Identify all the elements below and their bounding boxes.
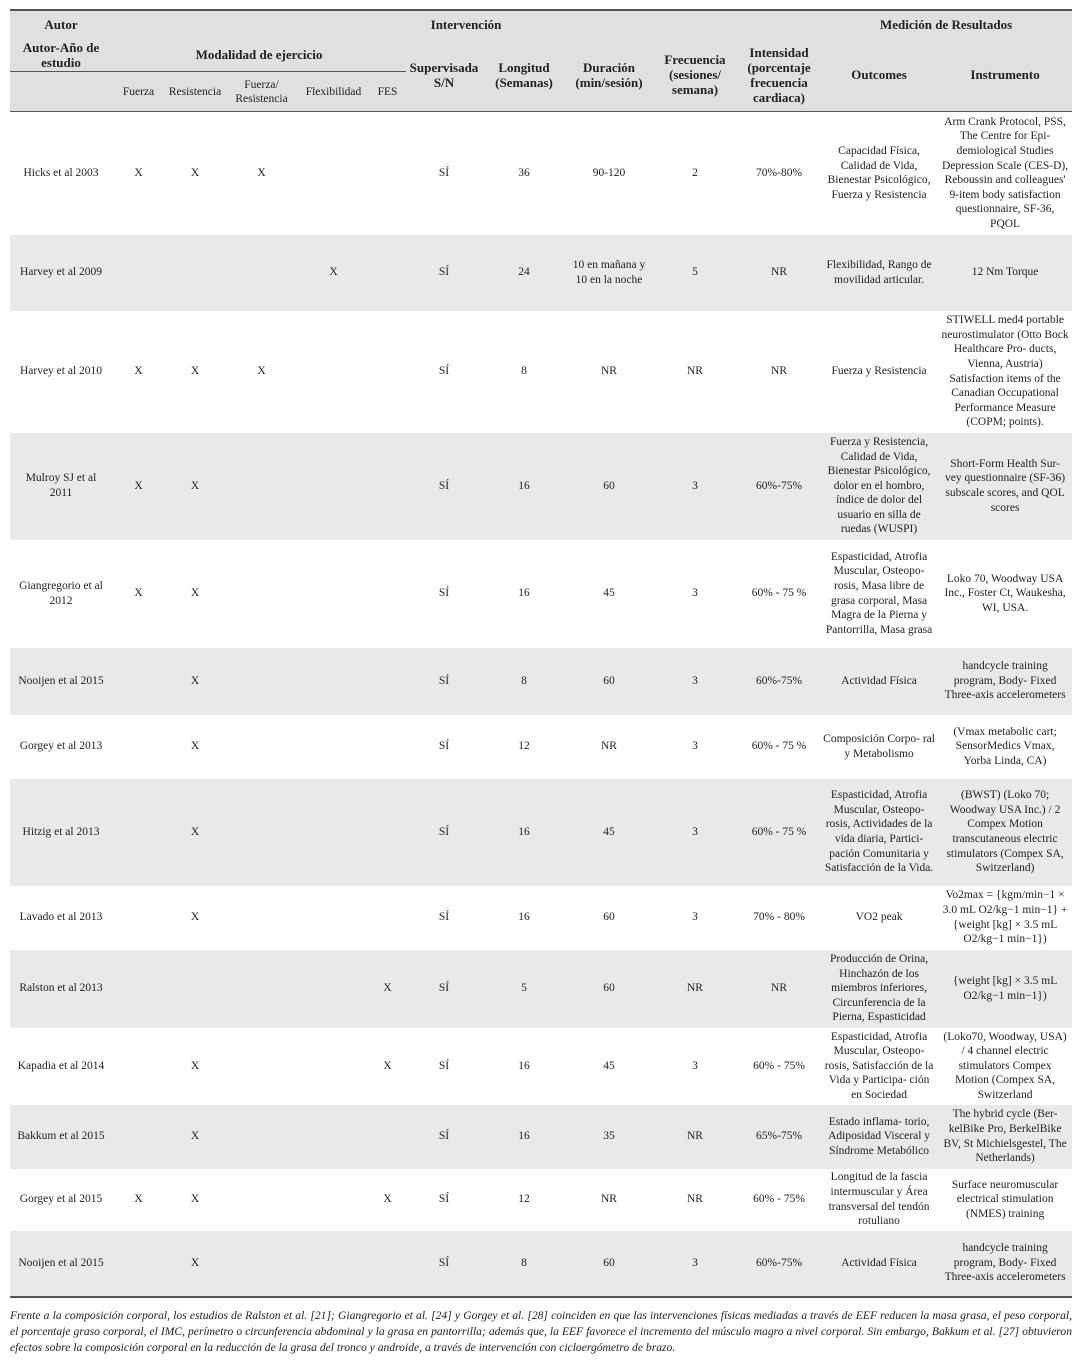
cell-frecuencia: 3 [652, 433, 738, 540]
cell-flexibilidad [298, 779, 369, 886]
cell-flexibilidad [298, 648, 369, 715]
cell-instrumento: Surface neuromuscular electrical stimulation (NMES) training [951, 1178, 1059, 1220]
cell-fes [369, 886, 406, 950]
cell-fuerza-resistencia [225, 886, 298, 950]
table-row [10, 540, 1072, 648]
header-frecuencia: Frecuencia (sesiones/ semana) [652, 38, 738, 112]
cell-frecuencia: 3 [692, 740, 698, 753]
cell-longitud: 16 [482, 433, 566, 540]
header-instrumento: Instrumento [938, 38, 1072, 112]
cell-flexibilidad [298, 886, 369, 950]
cell-supervisada: SÍ [406, 950, 482, 1028]
cell-outcomes: Fuerza y Resistencia, Calidad de Vida, Bienestar Psicológico, dolor en el hombro, índice de dolor del usuario en silla de ruedas (WUSPI) [820, 433, 938, 540]
cell-autor: Gorgey et al 2013 [19, 740, 103, 753]
cell-intensidad: 70% - 80% [753, 911, 805, 924]
cell-frecuencia: 3 [692, 587, 698, 600]
cell-intensidad: NR [771, 365, 788, 378]
cell-fuerza-resistencia: X [257, 166, 266, 179]
cell-resistencia [165, 235, 225, 311]
cell-longitud: 16 [518, 911, 530, 924]
footnote: Frente a la composición corporal, los estudios de Ralston et al. [21]; Giangregorio et al. [24] y Gorgey et al. [28] coinciden en que las intervenciones físicas mediadas a través de EEF reducen la masa grasa, el peso corporal, el porcentaje graso corporal, el IMC, perímetro o circunferencia abdominal y la grasa en pantorrilla; además que, la EEF favorece el incremento del músculo magro a nivel corporal. Sin embargo, Bakkum et al. [27] obtuvieron efectos sobre la composición corporal en la reducción de la grasa del tronco y androide, a través de intervención con cicloergómetro de brazo. [10, 1309, 1072, 1355]
cell-longitud: 12 [518, 740, 530, 753]
cell-duracion: 45 [603, 587, 615, 600]
cell-duracion: 10 en mañana y 10 en la noche [566, 235, 652, 311]
cell-flexibilidad [298, 433, 369, 540]
cell-frecuencia: NR [687, 1193, 703, 1206]
cell-duracion: NR [601, 365, 617, 378]
cell-longitud: 24 [482, 235, 566, 311]
cell-fuerza-resistencia [225, 1028, 298, 1105]
cell-supervisada: SÍ [406, 433, 482, 540]
cell-duracion: 60 [603, 911, 615, 924]
cell-longitud: 12 [518, 1193, 530, 1206]
header-empty [10, 72, 112, 112]
cell-fes [369, 433, 406, 540]
cell-outcomes: Actividad Física [820, 648, 938, 715]
cell-outcomes: Espasticidad, Atrofia Muscular, Osteopo- rosis, Actividades de la vida diaria, Partici- pación Comunitaria y Satisfacción de la Vida. [820, 779, 938, 886]
cell-outcomes: Producción de Orina, Hinchazón de los miembros inferiores, Circunferencia de la Pierna, Espasticidad [820, 950, 938, 1028]
cell-outcomes: Espasticidad, Atrofia Muscular, Osteopo- rosis, Satisfacción de la Vida y Participa- ción en Sociedad [824, 1030, 934, 1101]
cell-instrumento: handcycle training program, Body- Fixed Three-axis accelerometers [938, 1231, 1072, 1297]
cell-resistencia: X [165, 433, 225, 540]
cell-frecuencia: 2 [692, 166, 698, 179]
cell-fuerza-resistencia [225, 540, 298, 648]
cell-frecuencia: NR [652, 1105, 738, 1169]
cell-fuerza [112, 648, 165, 715]
cell-intensidad: 60% - 75 % [751, 587, 807, 600]
header-intensidad: Intensidad (porcentaje frecuencia cardiaca) [738, 38, 820, 112]
cell-longitud: 8 [482, 1231, 566, 1297]
cell-longitud: 8 [521, 365, 527, 378]
cell-instrumento: (Vmax metabolic cart; SensorMedics Vmax, Yorba Linda, CA) [953, 725, 1057, 767]
cell-frecuencia: 5 [652, 235, 738, 311]
table-row [10, 1231, 1072, 1297]
cell-fuerza [112, 715, 165, 779]
cell-outcomes: Espasticidad, Atrofia Muscular, Osteopo- rosis, Masa libre de grasa corporal, Masa Magra de la Pierna y Pantorrilla, Masa grasa [825, 550, 933, 636]
cell-longitud: 16 [482, 779, 566, 886]
cell-fes [369, 235, 406, 311]
cell-resistencia: X [190, 911, 200, 924]
table-row [10, 433, 1072, 540]
cell-longitud: 8 [482, 648, 566, 715]
cell-outcomes: VO2 peak [855, 911, 903, 924]
cell-duracion: 60 [566, 433, 652, 540]
header-medicion: Medición de Resultados [820, 10, 1072, 38]
cell-fuerza: X [112, 433, 165, 540]
cell-fuerza [112, 886, 165, 950]
cell-fes [369, 779, 406, 886]
cell-fes: X [383, 1193, 392, 1206]
cell-supervisada: SÍ [438, 911, 450, 924]
cell-intensidad: 60%-75% [738, 1231, 820, 1297]
cell-intensidad: 60% - 75 % [738, 779, 820, 886]
cell-supervisada: SÍ [406, 235, 482, 311]
cell-longitud: 5 [482, 950, 566, 1028]
cell-autor: Giangregorio et al 2012 [19, 579, 103, 607]
cell-fuerza [112, 1105, 165, 1169]
cell-supervisada: SÍ [406, 1231, 482, 1297]
cell-supervisada: SÍ [406, 648, 482, 715]
cell-frecuencia: 3 [652, 779, 738, 886]
cell-resistencia: X [190, 1193, 200, 1206]
cell-autor: Hicks et al 2003 [23, 166, 99, 179]
studies-table [10, 9, 1072, 1298]
cell-intensidad: 60% - 75% [753, 1059, 805, 1072]
header-fuerza: Fuerza [112, 72, 165, 112]
cell-duracion: 45 [566, 779, 652, 886]
header-intervencion: Intervención [112, 10, 820, 38]
cell-supervisada: SÍ [406, 1105, 482, 1169]
cell-duracion: 90-120 [592, 166, 626, 179]
cell-fuerza-resistencia: X [257, 365, 266, 378]
cell-autor: Nooijen et al 2015 [10, 1231, 112, 1297]
cell-supervisada: SÍ [438, 166, 450, 179]
header-longitud: Longitud (Semanas) [482, 38, 566, 112]
cell-instrumento: 12 Nm Torque [938, 235, 1072, 311]
cell-outcomes: Longitud de la fascia intermuscular y Área transversal del tendón rotuliano [828, 1171, 930, 1228]
cell-duracion: NR [601, 1193, 617, 1206]
cell-intensidad: 60%-75% [738, 648, 820, 715]
header-resistencia: Resistencia [165, 72, 225, 112]
table-row [10, 311, 1072, 433]
header-supervisada: Supervisada S/N [406, 38, 482, 112]
cell-supervisada: SÍ [438, 365, 450, 378]
cell-duracion: NR [601, 740, 617, 753]
cell-instrumento: Arm Crank Protocol, PSS, The Centre for Epi- demiological Studies Depression Scale (CES-D), Reboussin and colleagues' 9-item body satisfaction questionnaire, SF-36, PQOL [941, 115, 1069, 231]
cell-intensidad: NR [738, 235, 820, 311]
cell-flexibilidad [298, 311, 369, 433]
cell-longitud: 36 [518, 166, 530, 179]
cell-flexibilidad [298, 1028, 369, 1105]
cell-resistencia: X [165, 1231, 225, 1297]
cell-duracion: 45 [603, 1059, 615, 1072]
cell-intensidad: 70%-80% [756, 166, 803, 179]
header-outcomes: Outcomes [820, 38, 938, 112]
cell-fes [369, 540, 406, 648]
cell-resistencia: X [190, 365, 200, 378]
cell-fuerza [112, 1231, 165, 1297]
cell-supervisada: SÍ [438, 587, 450, 600]
cell-fuerza [112, 779, 165, 886]
cell-autor: Lavado et al 2013 [19, 911, 103, 924]
header-modalidad: Modalidad de ejercicio [112, 38, 406, 72]
cell-flexibilidad [298, 112, 369, 235]
cell-fes: X [383, 1059, 392, 1072]
cell-outcomes: Actividad Física [820, 1231, 938, 1297]
table-row [10, 715, 1072, 779]
cell-outcomes: Fuerza y Resistencia [831, 365, 927, 378]
cell-instrumento: (BWST) (Loko 70; Woodway USA Inc.) / 2 Compex Motion transcutaneous electric stimulators (Compex SA, Switzerland) [938, 779, 1072, 886]
cell-autor: Bakkum et al 2015 [10, 1105, 112, 1169]
cell-instrumento: handcycle training program, Body- Fixed Three-axis accelerometers [938, 648, 1072, 715]
cell-resistencia: X [165, 779, 225, 886]
cell-fuerza-resistencia [225, 950, 298, 1028]
cell-autor: Harvey et al 2009 [10, 235, 112, 311]
cell-fuerza-resistencia [225, 235, 298, 311]
cell-frecuencia: 3 [652, 1231, 738, 1297]
cell-fuerza-resistencia [225, 433, 298, 540]
cell-fes [369, 1105, 406, 1169]
cell-fes [369, 648, 406, 715]
cell-frecuencia: NR [652, 950, 738, 1028]
cell-frecuencia: 3 [652, 648, 738, 715]
cell-autor: Nooijen et al 2015 [10, 648, 112, 715]
table-row [10, 235, 1072, 311]
cell-flexibilidad [298, 950, 369, 1028]
cell-resistencia: X [190, 1059, 200, 1072]
header-fes: FES [369, 72, 406, 112]
cell-fuerza-resistencia [225, 1169, 298, 1231]
cell-fuerza: X [134, 365, 143, 378]
cell-fuerza: X [134, 1193, 143, 1206]
cell-flexibilidad [298, 1231, 369, 1297]
cell-frecuencia: NR [687, 365, 703, 378]
cell-autor: Ralston et al 2013 [10, 950, 112, 1028]
cell-resistencia: X [190, 166, 200, 179]
cell-resistencia: X [190, 587, 200, 600]
cell-instrumento: (Loko70, Woodway, USA) / 4 channel electric stimulators Compex Motion (Compex SA, Switzerland [943, 1030, 1067, 1101]
cell-resistencia: X [165, 648, 225, 715]
cell-intensidad: 65%-75% [738, 1105, 820, 1169]
cell-resistencia: X [190, 740, 200, 753]
cell-instrumento: {weight [kg] × 3.5 mL O2/kg−1 min−1}) [938, 950, 1072, 1028]
cell-fes: X [369, 950, 406, 1028]
cell-instrumento: The hybrid cycle (Ber- kelBike Pro, BerkelBike BV, St Michielsgestel, The Netherlands) [938, 1105, 1072, 1169]
cell-autor: Mulroy SJ et al 2011 [10, 433, 112, 540]
cell-fuerza-resistencia [225, 779, 298, 886]
cell-flexibilidad [298, 1105, 369, 1169]
header-flexibilidad: Flexibilidad [298, 72, 369, 112]
cell-intensidad: 60%-75% [738, 433, 820, 540]
cell-flexibilidad [298, 1169, 369, 1231]
cell-fuerza: X [134, 587, 143, 600]
cell-supervisada: SÍ [438, 1193, 450, 1206]
table-row [10, 1169, 1072, 1231]
cell-supervisada: SÍ [438, 740, 450, 753]
header-duracion: Duración (min/sesión) [566, 38, 652, 112]
table-row [10, 1028, 1072, 1105]
cell-fuerza-resistencia [225, 1231, 298, 1297]
cell-outcomes: Capacidad Física, Calidad de Vida, Bienestar Psicológico, Fuerza y Resistencia [827, 145, 931, 201]
cell-fuerza: X [134, 166, 143, 179]
table-row [10, 779, 1072, 886]
cell-fuerza-resistencia [225, 715, 298, 779]
cell-outcomes: Flexibilidad, Rango de movilidad articular. [820, 235, 938, 311]
cell-instrumento: STIWELL med4 portable neurostimulator (Otto Bock Healthcare Pro- ducts, Vienna, Austria) Satisfaction items of the Canadian Occupational Performance Measure (COPM; points). [941, 314, 1069, 429]
study-table-container [10, 9, 1072, 1298]
cell-fuerza-resistencia [225, 648, 298, 715]
cell-flexibilidad [298, 540, 369, 648]
cell-duracion: 35 [566, 1105, 652, 1169]
table-row [10, 950, 1072, 1028]
header-autor-ano: Autor-Año de estudio [10, 38, 112, 72]
cell-instrumento: Vo2max = {kgm/min−1 × 3.0 mL O2/kg−1 min−1} + {weight [kg] × 3.5 mL O2/kg−1 min−1}) [942, 889, 1068, 946]
cell-fes [369, 715, 406, 779]
cell-fes [369, 311, 406, 433]
cell-resistencia: X [165, 1105, 225, 1169]
cell-longitud: 16 [518, 587, 530, 600]
cell-supervisada: SÍ [406, 779, 482, 886]
cell-frecuencia: 3 [692, 911, 698, 924]
cell-intensidad: 60% - 75 % [751, 740, 807, 753]
cell-fuerza-resistencia [225, 1105, 298, 1169]
cell-fuerza [112, 950, 165, 1028]
cell-flexibilidad: X [298, 235, 369, 311]
cell-longitud: 16 [518, 1059, 530, 1072]
cell-instrumento: Short-Form Health Sur- vey questionnaire (SF-36) subscale scores, and QOL scores [938, 433, 1072, 540]
cell-autor: Gorgey et al 2015 [19, 1193, 103, 1206]
cell-autor: Hitzig et al 2013 [10, 779, 112, 886]
cell-resistencia [165, 950, 225, 1028]
cell-duracion: 60 [566, 950, 652, 1028]
cell-frecuencia: 3 [692, 1059, 698, 1072]
cell-fes [369, 1231, 406, 1297]
cell-longitud: 16 [482, 1105, 566, 1169]
table-row [10, 1105, 1072, 1169]
cell-intensidad: 60% - 75% [753, 1193, 805, 1206]
header-autor: Autor [10, 10, 112, 38]
cell-instrumento: Loko 70, Woodway USA Inc., Foster Ct, Waukesha, WI, USA. [944, 572, 1066, 614]
table-row [10, 886, 1072, 950]
cell-supervisada: SÍ [438, 1059, 450, 1072]
cell-outcomes: Estado inflama- torio, Adiposidad Visceral y Síndrome Metabólico [820, 1105, 938, 1169]
header-fuerza-resistencia: Fuerza/ Resistencia [225, 72, 298, 112]
cell-duracion: 60 [566, 648, 652, 715]
cell-fuerza [112, 1028, 165, 1105]
table-row [10, 648, 1072, 715]
cell-fes [369, 112, 406, 235]
cell-intensidad: NR [738, 950, 820, 1028]
cell-autor: Kapadia et al 2014 [17, 1059, 105, 1072]
cell-duracion: 60 [566, 1231, 652, 1297]
table-row [10, 112, 1072, 235]
cell-autor: Harvey et al 2010 [19, 365, 103, 378]
cell-flexibilidad [298, 715, 369, 779]
table-body [10, 112, 1072, 1297]
cell-outcomes: Composición Corpo- ral y Metabolismo [823, 732, 935, 760]
cell-fuerza [112, 235, 165, 311]
